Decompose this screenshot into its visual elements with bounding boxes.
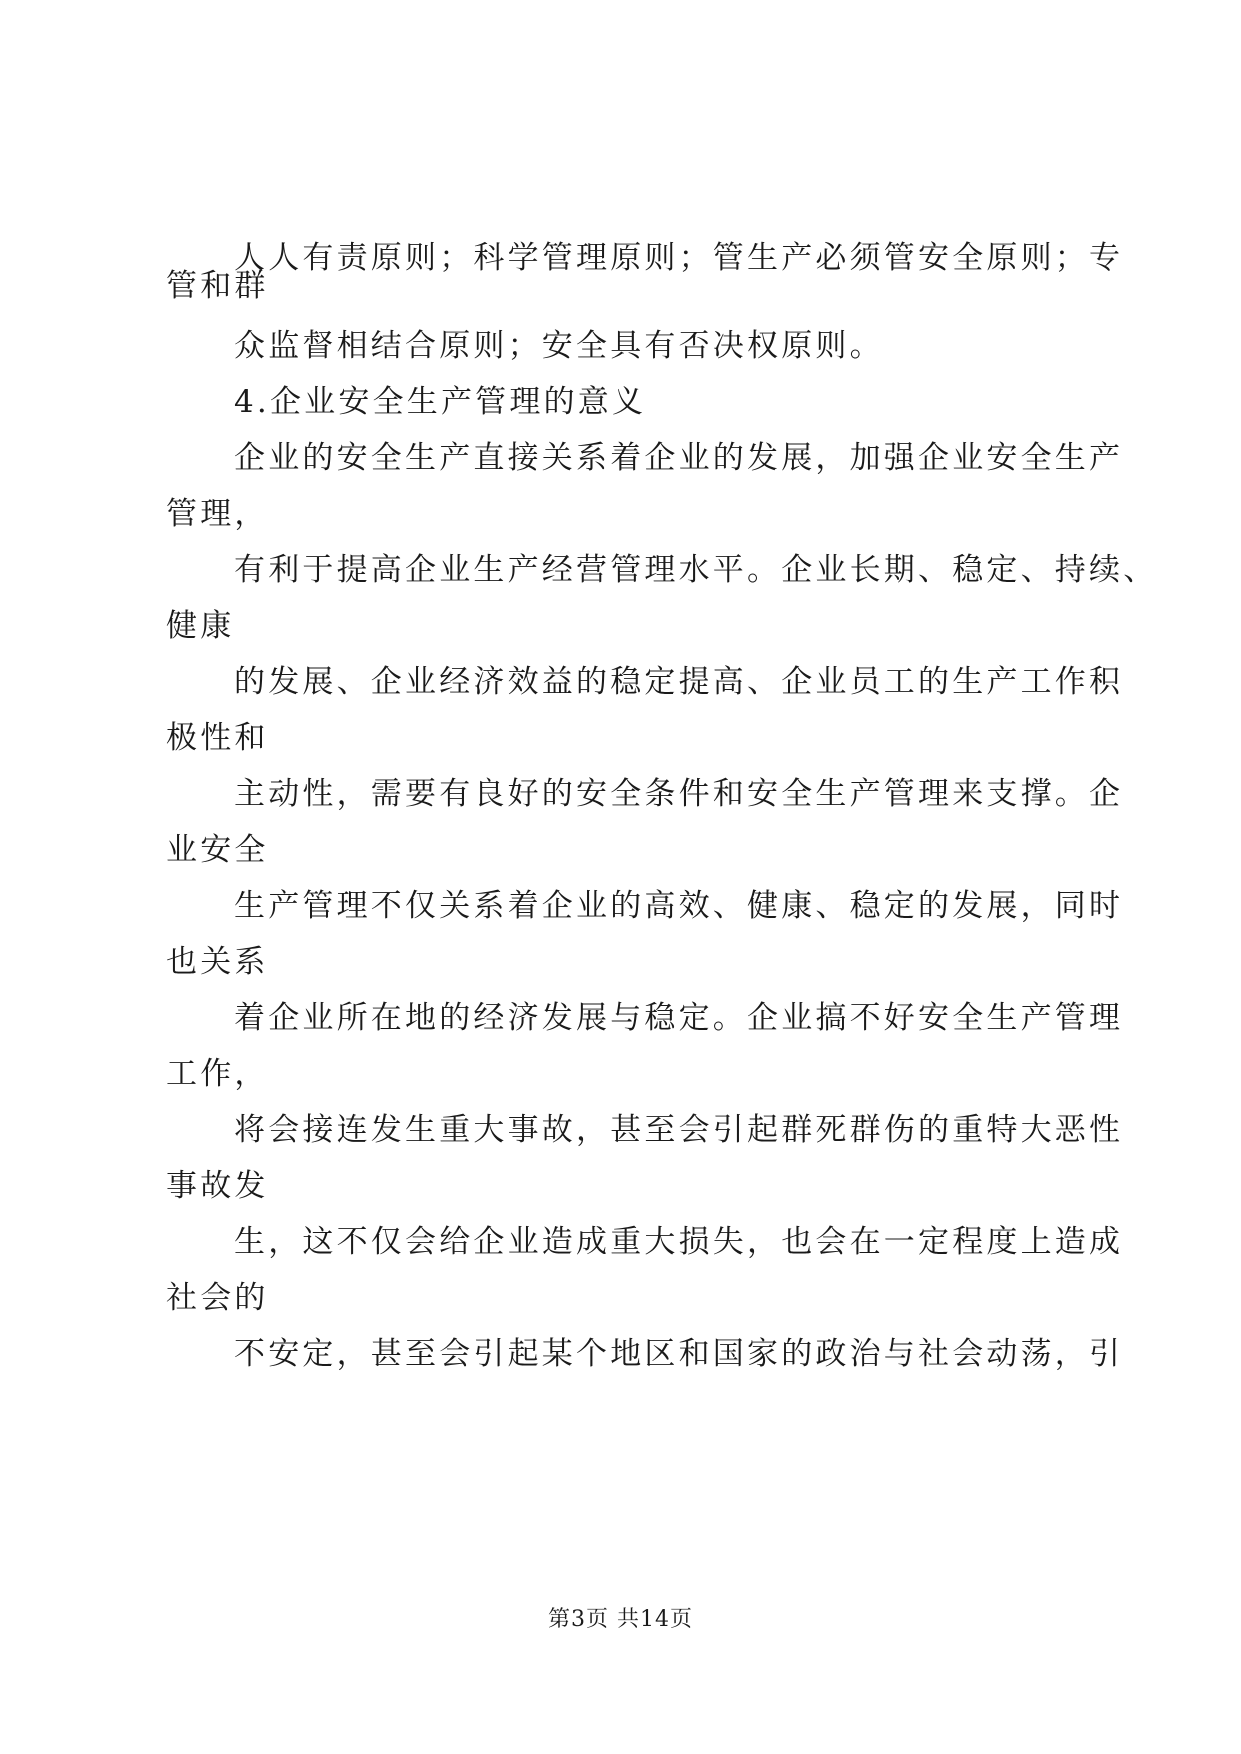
text-line: 健康: [166, 608, 235, 644]
page-number-footer: 第3页 共14页: [548, 1607, 693, 1632]
text-line: 的发展、企业经济效益的稳定提高、企业员工的生产工作积: [234, 664, 1124, 700]
text-line: 将会接连发生重大事故，甚至会引起群死群伤的重特大恶性: [234, 1112, 1124, 1148]
text-line: 工作，: [166, 1056, 269, 1092]
text-line: 业安全: [166, 832, 269, 868]
section-heading: 4.企业安全生产管理的意义: [234, 384, 647, 420]
text-line: 企业的安全生产直接关系着企业的发展，加强企业安全生产: [234, 440, 1124, 476]
text-line: 着企业所在地的经济发展与稳定。企业搞不好安全生产管理: [234, 1000, 1124, 1036]
text-line: 管和群: [166, 268, 269, 304]
text-line: 众监督相结合原则；安全具有否决权原则。: [234, 328, 884, 364]
text-line: 事故发: [166, 1168, 269, 1204]
text-line: 有利于提高企业生产经营管理水平。企业长期、稳定、持续、: [234, 552, 1158, 588]
text-line: 生产管理不仅关系着企业的高效、健康、稳定的发展，同时: [234, 888, 1124, 924]
text-line: 主动性，需要有良好的安全条件和安全生产管理来支撑。企: [234, 776, 1124, 812]
text-line: 生，这不仅会给企业造成重大损失，也会在一定程度上造成: [234, 1224, 1124, 1260]
text-line: 不安定，甚至会引起某个地区和国家的政治与社会动荡，引: [234, 1336, 1124, 1372]
text-line: 管理，: [166, 496, 269, 532]
text-line: 也关系: [166, 944, 269, 980]
text-line: 社会的: [166, 1280, 269, 1316]
text-line: 极性和: [166, 720, 269, 756]
text-line: 人人有责原则；科学管理原则；管生产必须管安全原则；专: [234, 240, 1124, 276]
